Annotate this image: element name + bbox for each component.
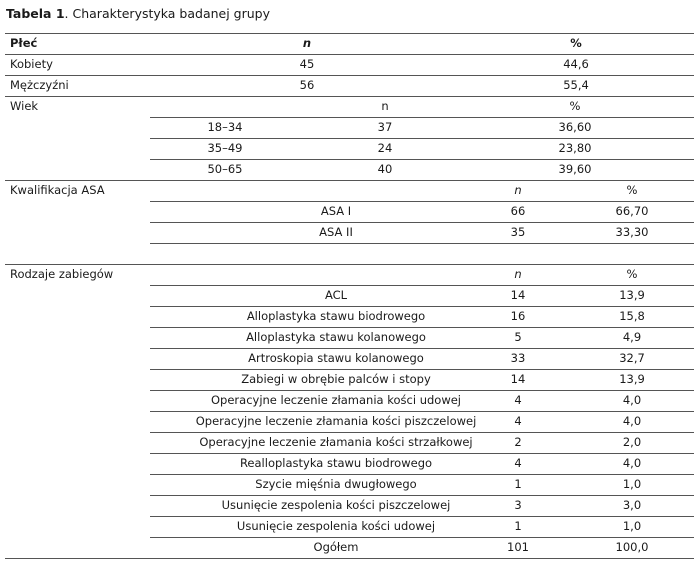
procedure-label: Artroskopia stawu kolanowego — [248, 351, 424, 365]
procedure-label: Ogółem — [313, 540, 359, 554]
section-divider — [5, 96, 694, 97]
age-row-label: 35–49 — [207, 141, 243, 155]
asa-header-n: n — [514, 183, 522, 197]
procedure-pct: 4,9 — [622, 330, 642, 344]
procedure-label: Operacyjne leczenie złamania kości piszczelowej — [195, 414, 477, 428]
procedures-header-n: n — [514, 267, 522, 281]
procedure-pct: 100,0 — [615, 540, 649, 554]
row-divider — [150, 537, 694, 538]
procedure-label: Alloplastyka stawu biodrowego — [246, 309, 426, 323]
age-row-pct: 36,60 — [558, 120, 592, 134]
table-number: Tabela 1 — [6, 6, 65, 21]
procedure-n: 101 — [507, 540, 529, 554]
asa-row-pct: 66,70 — [615, 204, 649, 218]
procedure-n: 1 — [514, 519, 522, 533]
procedure-label: Operacyjne leczenie złamania kości strzałkowej — [199, 435, 473, 449]
procedures-header-pct: % — [626, 267, 638, 281]
age-row-pct: 23,80 — [558, 141, 592, 155]
procedure-pct: 32,7 — [619, 351, 645, 365]
age-header-n: n — [381, 99, 389, 113]
procedure-label: ACL — [324, 288, 348, 302]
row-divider — [5, 75, 694, 76]
age-row-n: 40 — [377, 162, 393, 176]
procedure-n: 3 — [514, 498, 522, 512]
table-caption: . Charakterystyka badanej grupy — [64, 6, 271, 21]
procedure-n: 16 — [510, 309, 526, 323]
row-divider — [150, 222, 694, 223]
procedure-pct: 15,8 — [619, 309, 645, 323]
asa-row-n: 66 — [510, 204, 526, 218]
sex-row-label: Mężczyźni — [10, 78, 69, 92]
procedure-pct: 13,9 — [619, 288, 645, 302]
procedure-n: 1 — [514, 477, 522, 491]
procedure-n: 14 — [510, 372, 526, 386]
asa-row-pct: 33,30 — [615, 225, 649, 239]
procedure-label: Operacyjne leczenie złamania kości udowej — [210, 393, 462, 407]
age-row-n: 24 — [377, 141, 393, 155]
procedure-n: 2 — [514, 435, 522, 449]
age-row-label: 18–34 — [207, 120, 243, 134]
procedure-pct: 1,0 — [622, 477, 642, 491]
procedure-pct: 4,0 — [622, 393, 642, 407]
sex-row-pct: 44,6 — [563, 57, 589, 71]
asa-header-label: Kwalifikacja ASA — [10, 183, 105, 197]
sex-row-label: Kobiety — [10, 57, 53, 71]
sex-row-pct: 55,4 — [563, 78, 589, 92]
age-header-pct: % — [569, 99, 581, 113]
procedure-n: 4 — [514, 414, 522, 428]
procedure-pct: 1,0 — [622, 519, 642, 533]
age-header-label: Wiek — [10, 99, 39, 113]
age-row-pct: 39,60 — [558, 162, 592, 176]
procedure-label: Alloplastyka stawu kolanowego — [246, 330, 426, 344]
sex-header-label: Płeć — [10, 36, 38, 50]
age-row-label: 50–65 — [207, 162, 243, 176]
sex-row-n: 45 — [299, 57, 315, 71]
procedure-label: Realloplastyka stawu biodrowego — [239, 456, 433, 470]
sex-header-pct: % — [570, 36, 582, 50]
table-bottom-rule — [5, 558, 694, 559]
asa-header-pct: % — [626, 183, 638, 197]
procedure-n: 4 — [514, 393, 522, 407]
procedure-label: Zabiegi w obrębie palców i stopy — [241, 372, 431, 386]
procedure-pct: 4,0 — [622, 456, 642, 470]
procedure-pct: 2,0 — [622, 435, 642, 449]
procedure-pct: 3,0 — [622, 498, 642, 512]
row-divider — [150, 243, 694, 244]
procedure-label: Usunięcie zespolenia kości piszczelowej — [221, 498, 451, 512]
procedure-pct: 4,0 — [622, 414, 642, 428]
sex-row-n: 56 — [299, 78, 315, 92]
table-title — [6, 6, 270, 21]
asa-row-n: 35 — [510, 225, 526, 239]
procedure-label: Szycie mięśnia dwugłowego — [255, 477, 417, 491]
row-divider — [150, 201, 694, 202]
procedure-n: 14 — [510, 288, 526, 302]
sex-header-n: n — [302, 36, 312, 50]
procedures-header-label: Rodzaje zabiegów — [10, 267, 114, 281]
procedure-n: 5 — [514, 330, 522, 344]
asa-row-label: ASA I — [320, 204, 352, 218]
procedure-n: 33 — [510, 351, 526, 365]
section-divider — [5, 180, 694, 181]
asa-row-label: ASA II — [319, 225, 353, 239]
procedure-label: Usunięcie zespolenia kości udowej — [236, 519, 436, 533]
row-divider — [150, 474, 694, 475]
procedure-pct: 13,9 — [619, 372, 645, 386]
table-top-rule — [5, 33, 694, 34]
row-divider — [150, 285, 694, 286]
procedure-n: 4 — [514, 456, 522, 470]
age-row-n: 37 — [377, 120, 393, 134]
row-divider — [5, 54, 694, 55]
